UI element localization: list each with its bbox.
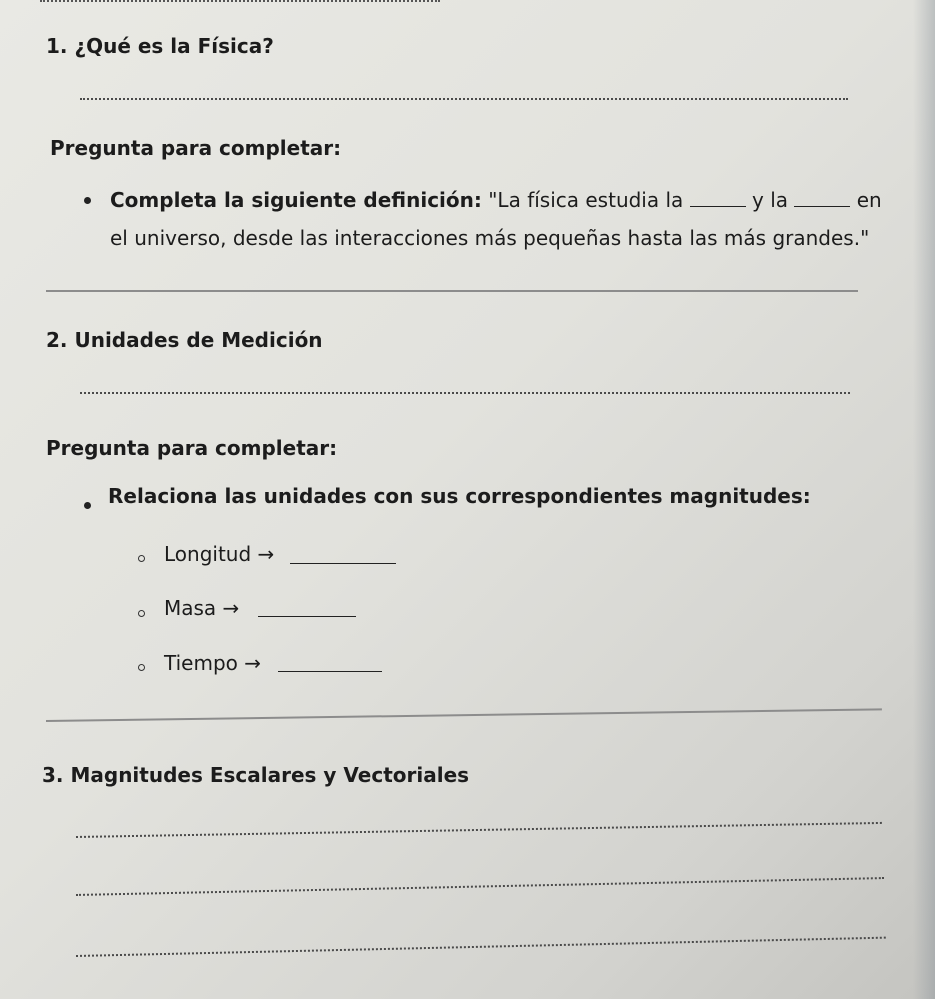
- section-1-item-bold: Completa la siguiente definición:: [110, 188, 482, 212]
- page-edge-shadow: [913, 0, 935, 999]
- subitem-longitud: [164, 542, 274, 566]
- section-divider: [46, 290, 858, 292]
- subitem-label: Masa: [164, 596, 217, 620]
- section-1-prompt-label: Pregunta para completar:: [50, 136, 342, 160]
- subitem-tiempo: [164, 651, 261, 675]
- fill-blank-tiempo[interactable]: [278, 671, 382, 672]
- section-1-item-text-c: en: [856, 188, 882, 212]
- answer-line: [76, 937, 886, 957]
- section-2-title: 2. Unidades de Medición: [46, 328, 323, 352]
- section-1-title: 1. ¿Qué es la Física?: [46, 34, 274, 58]
- fill-blank-masa[interactable]: [258, 616, 356, 617]
- arrow-icon: →: [222, 596, 240, 620]
- fill-blank-2[interactable]: [794, 192, 850, 207]
- subitem-label: Longitud: [164, 542, 252, 566]
- section-1-item-text-d: el universo, desde las interacciones más pequeñas hasta las más grandes.": [110, 226, 870, 250]
- arrow-icon: →: [257, 542, 275, 566]
- subitem-label: Tiempo: [164, 651, 238, 675]
- section-2-item-bold: Relaciona las unidades con sus correspondientes magnitudes:: [108, 484, 811, 508]
- section-1-item-text-a: "La física estudia la: [488, 188, 684, 212]
- section-3-title: 3. Magnitudes Escalares y Vectoriales: [42, 763, 470, 787]
- fill-blank-1[interactable]: [690, 192, 746, 207]
- circle-bullet-icon: [138, 664, 145, 671]
- section-1-item-text-b: y la: [752, 188, 789, 212]
- bullet-icon: [84, 197, 91, 204]
- section-divider: [46, 708, 882, 722]
- bullet-icon: [84, 502, 91, 509]
- answer-line: [76, 822, 882, 838]
- top-divider: [40, 0, 440, 5]
- arrow-icon: →: [244, 651, 262, 675]
- section-2-prompt-label: Pregunta para completar:: [46, 436, 338, 460]
- subitem-masa: [164, 596, 239, 620]
- fill-blank-longitud[interactable]: [290, 563, 396, 564]
- answer-line: [80, 392, 850, 394]
- answer-line: [76, 877, 884, 896]
- answer-line: [80, 98, 848, 100]
- circle-bullet-icon: [138, 610, 145, 617]
- circle-bullet-icon: [138, 555, 145, 562]
- section-1-item-line-1: [110, 188, 882, 212]
